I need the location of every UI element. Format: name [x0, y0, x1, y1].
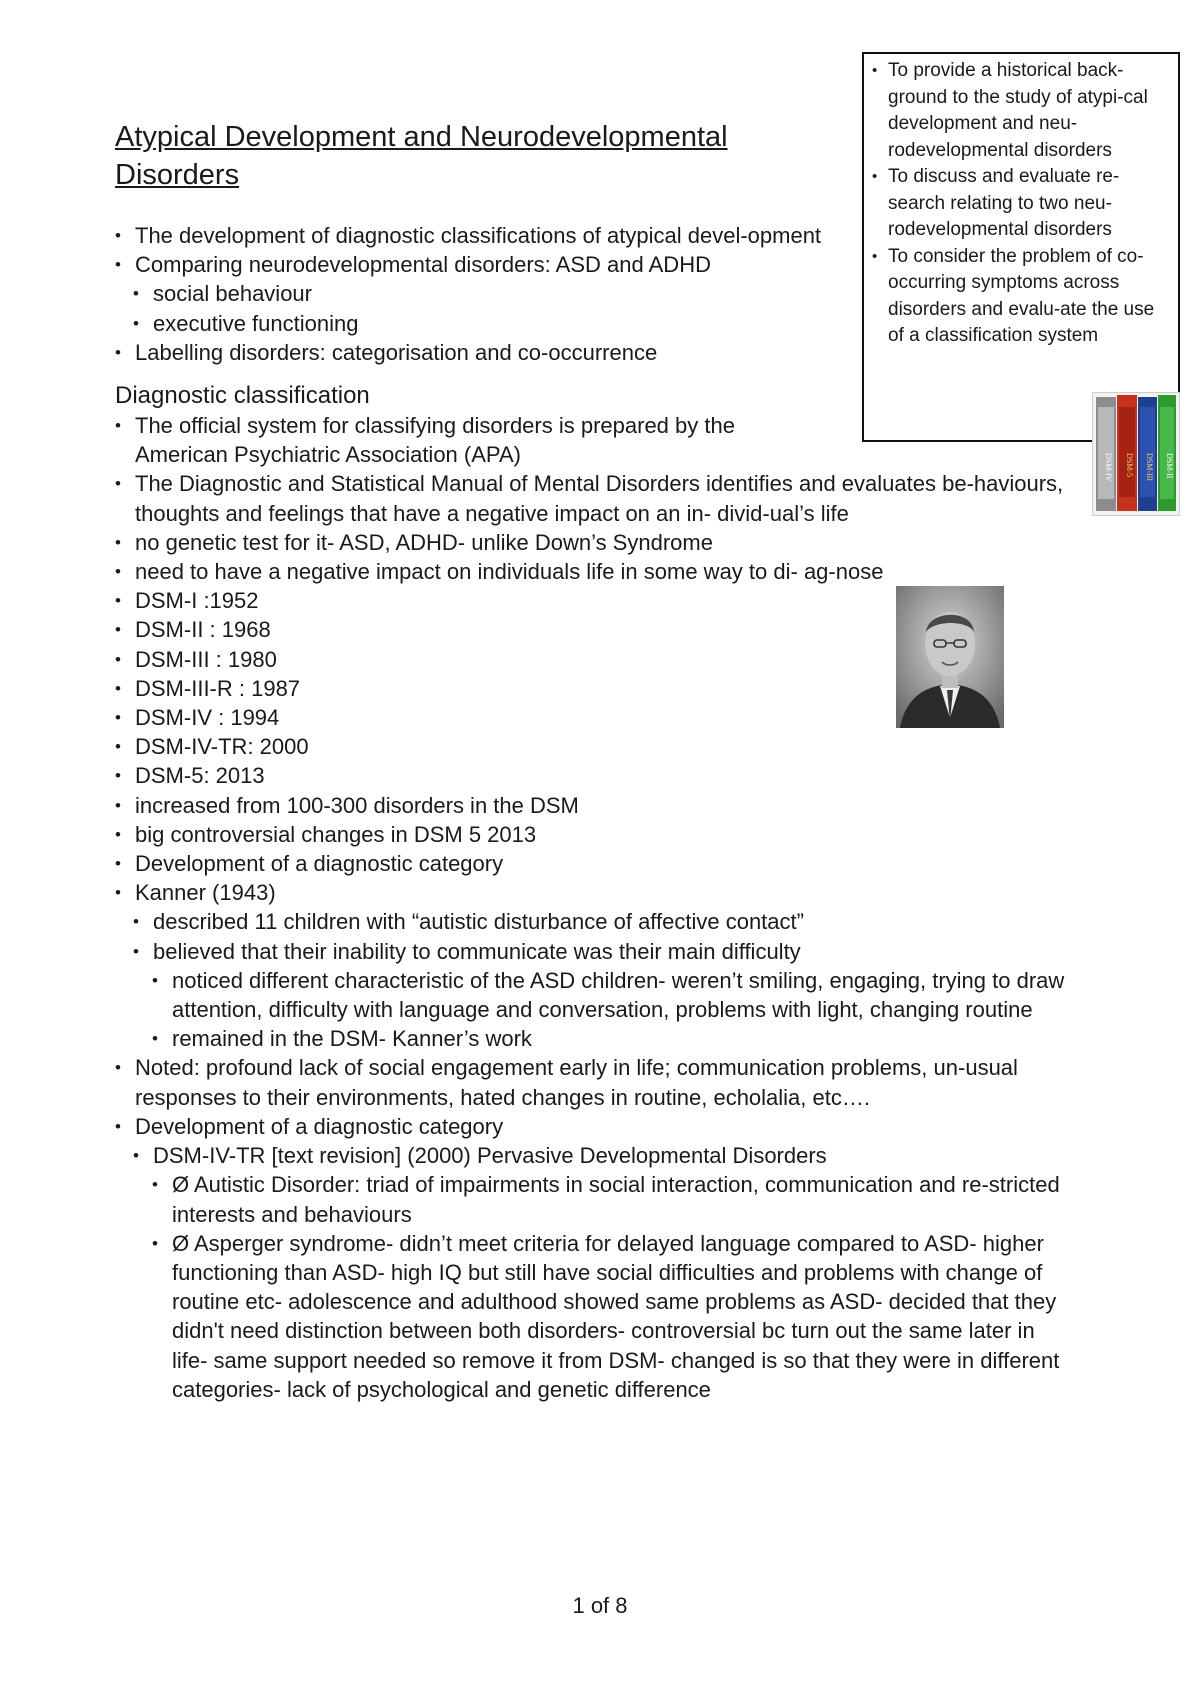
notes-list	[115, 221, 1075, 1404]
page-number: 1 of 8	[572, 1593, 628, 1618]
bullet-item: • Kanner (1943)	[115, 878, 1075, 907]
page-title: Atypical Development and Neurodevelopmental Disorders	[115, 121, 728, 191]
spacer	[115, 367, 1075, 381]
bullet-item: • need to have a negative impact on individuals life in some way to di- ag-nose	[115, 557, 1075, 586]
bullet-item: • Development of a diagnostic category	[115, 1112, 1075, 1141]
dsm-books-image	[1092, 392, 1180, 516]
objective-item: • To consider the problem of co-occurring symptoms across disorders and evalu-ate the use of a classification system	[872, 244, 1172, 350]
outline-item: • Labelling disorders: categorisation and co-occurrence	[115, 338, 1075, 367]
bullet-subsubitem: • Ø Asperger syndrome- didn’t meet criteria for delayed language compared to ASD- higher functioning than ASD- high IQ but still have social difficulties and problems with change of routine etc- adolescence and adulthood showed same problems as ASD- decided that they didn't need distinction between both disorders- controversial bc turn out the same later in life- same support needed so remove it from DSM- changed is so that they were in different categories- lack of psychological and genetic difference	[115, 1229, 1075, 1404]
bullet-subitem: • described 11 children with “autistic disturbance of affective contact”	[115, 907, 1075, 936]
bullet-item: • DSM-I :1952	[115, 586, 1075, 615]
outline-subitem: • social behaviour	[115, 279, 1075, 308]
bullet-subsubitem: • remained in the DSM- Kanner’s work	[115, 1024, 1075, 1053]
bullet-item: • Development of a diagnostic category	[115, 849, 1075, 878]
bullet-item: • DSM-IV : 1994	[115, 703, 1075, 732]
book-label: DSM-II	[1165, 453, 1174, 479]
bullet-item: • DSM-II : 1968	[115, 615, 1075, 644]
bullet-item: • DSM-5: 2013	[115, 761, 1075, 790]
bullet-item: • Noted: profound lack of social engagement early in life; communication problems, un-usual responses to their environments, hated changes in routine, echolalia, etc….	[115, 1053, 1075, 1111]
bullet-item: • The Diagnostic and Statistical Manual of Mental Disorders identifies and evaluates be-haviours, thoughts and feelings that have a negative impact on an in- divid-ual’s life	[115, 469, 1075, 527]
outline-subitem: • executive functioning	[115, 309, 1075, 338]
objective-item: • To discuss and evaluate re-search relating to two neu-rodevelopmental disorders	[872, 164, 1172, 244]
book-label: DSM-5	[1125, 453, 1134, 478]
bullet-item: • no genetic test for it- ASD, ADHD- unlike Down’s Syndrome	[115, 528, 1075, 557]
bullet-item: • DSM-IV-TR: 2000	[115, 732, 1075, 761]
bullet-item: • DSM-III : 1980	[115, 645, 1075, 674]
bullet-subsubitem: • Ø Autistic Disorder: triad of impairments in social interaction, communication and re-stricted interests and behaviours	[115, 1170, 1075, 1228]
bullet-item: • increased from 100-300 disorders in the DSM	[115, 791, 1075, 820]
bullet-item: • DSM-III-R : 1987	[115, 674, 1075, 703]
section-heading: Diagnostic classification	[115, 382, 370, 410]
objective-item: • To provide a historical back-ground to the study of atypi-cal development and neu-rodevelopmental disorders	[872, 58, 1172, 164]
bullet-subsubitem: • noticed different characteristic of the ASD children- weren’t smiling, engaging, trying to draw attention, difficulty with language and conversation, problems with light, changing routine	[115, 966, 1075, 1024]
book-label: DSM-III	[1145, 453, 1154, 481]
outline-item: • Comparing neurodevelopmental disorders: ASD and ADHD	[115, 250, 1075, 279]
bullet-item: • big controversial changes in DSM 5 2013	[115, 820, 1075, 849]
book-label: DSM-IV	[1104, 453, 1113, 482]
bullet-item: • The official system for classifying disorders is prepared by the American Psychiatric Association (APA)	[115, 411, 1075, 469]
outline-item: • The development of diagnostic classifications of atypical devel-opment	[115, 221, 1075, 250]
bullet-subitem: • DSM-IV-TR [text revision] (2000) Pervasive Developmental Disorders	[115, 1141, 1075, 1170]
bullet-subitem: • believed that their inability to communicate was their main difficulty	[115, 937, 1075, 966]
